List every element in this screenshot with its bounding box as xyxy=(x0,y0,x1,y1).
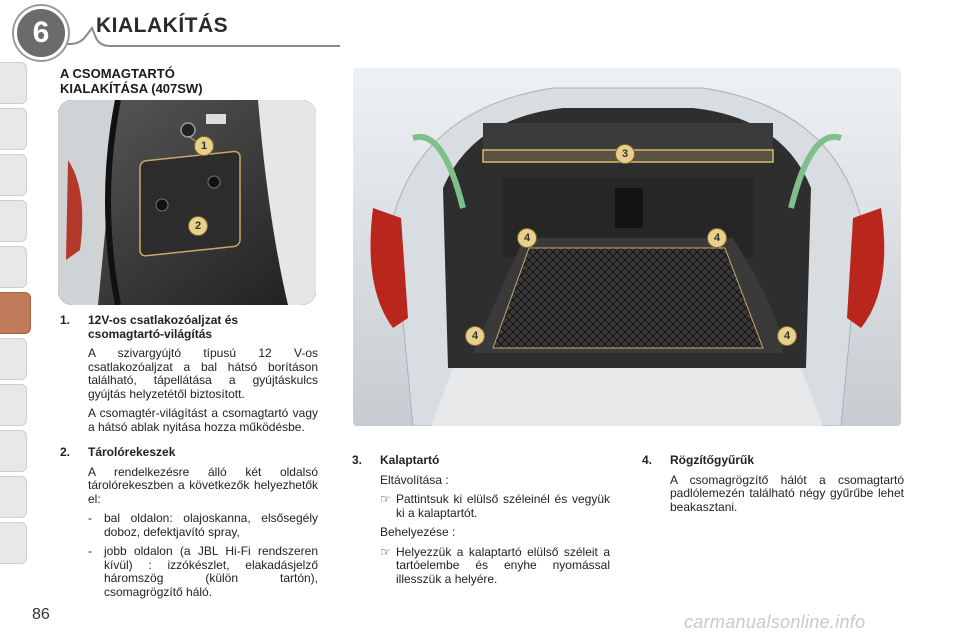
callout-4: 4 xyxy=(465,326,485,346)
item-3 xyxy=(352,454,610,586)
chapter-tab[interactable] xyxy=(0,384,27,426)
list-item: - jobb oldalon (a JBL Hi-Fi rendszeren kívül) : izzókészlet, elakadásjelző háromszög (külön tartón), csomagrögzítő háló. xyxy=(88,544,318,599)
item-title: 12V-os csatlakozóaljzat és xyxy=(88,313,239,327)
chapter-tab[interactable] xyxy=(0,430,27,472)
chapter-tab[interactable] xyxy=(0,246,27,288)
item-title: Kalaptartó xyxy=(380,453,440,467)
chapter-number-badge: 6 xyxy=(14,6,68,60)
open-trunk-photo xyxy=(353,68,901,426)
chapter-tab[interactable] xyxy=(0,154,27,196)
callout-1: 1 xyxy=(194,136,214,156)
chapter-tab[interactable] xyxy=(0,108,27,150)
watermark: carmanualsonline.info xyxy=(684,612,866,632)
callout-4: 4 xyxy=(707,228,727,248)
item-paragraph: A csomagrögzítő hálót a csomagtartó padlólemezén található négy gyűrűbe lehet beakasztani. xyxy=(670,472,904,514)
item-number: 3. xyxy=(352,453,363,467)
chapter-tab[interactable] xyxy=(0,338,27,380)
pointing-hand-icon: ☞ xyxy=(380,544,391,559)
list-item: - bal oldalon: olajoskanna, elsősegély doboz, defektjavító spray, xyxy=(88,511,318,539)
item-title: Tárolórekeszek xyxy=(88,445,176,459)
item-2 xyxy=(60,446,318,599)
item-label: Eltávolítása : xyxy=(380,472,449,487)
item-label: Behelyezése : xyxy=(380,525,456,539)
chapter-tab[interactable] xyxy=(0,522,27,564)
page-number: 86 xyxy=(32,606,50,623)
callout-4: 4 xyxy=(517,228,537,248)
list-item: ☞ Pattintsuk ki elülső széleinél és vegyük ki a kalaptartót. xyxy=(380,492,610,520)
chapter-tab-active[interactable] xyxy=(0,292,31,334)
item-paragraph: A rendelkezésre álló két oldalsó tárolórekeszben a következők helyezhetők el: xyxy=(88,464,318,506)
item-4 xyxy=(642,454,904,514)
chapter-tab[interactable] xyxy=(0,62,27,104)
chapter-title: KIALAKÍTÁS xyxy=(96,14,229,37)
trunk-side-photo xyxy=(58,100,316,305)
callout-3: 3 xyxy=(615,144,635,164)
pointing-hand-icon: ☞ xyxy=(380,492,391,506)
column-right xyxy=(642,454,904,514)
item-paragraph: A csomagtér-világítást a csomagtartó vagy a hátsó ablak nyitása hozza működésbe. xyxy=(88,406,318,434)
callout-4: 4 xyxy=(777,326,797,346)
section-title: A CSOMAGTARTÓ KIALAKÍTÁSA (407SW) xyxy=(60,66,203,96)
chapter-tab[interactable] xyxy=(0,200,27,242)
item-title: Rögzítőgyűrűk xyxy=(670,453,754,467)
chapter-tab[interactable] xyxy=(0,476,27,518)
item-1: 1. 12V-os csatlakozóaljzat és csomagtartó-világítás A szivargyújtó típusú 12 V-os csatlakozóaljzat a bal hátsó borításon található, tápellátása a gyújtáskulcs gyújtás helyzetétől biztosított. A csomagtér-világítást a csomagtartó vagy a hátsó ablak nyitása hozza működésbe. xyxy=(60,313,318,434)
item-number: 1. xyxy=(60,313,71,327)
column-left xyxy=(60,314,318,599)
callout-2: 2 xyxy=(188,216,208,236)
list-item: ☞ Helyezzük a kalaptartó elülső széleit a tartóelembe és enyhe nyomással illesszük a helyére. xyxy=(380,544,610,586)
item-paragraph: A szivargyújtó típusú 12 V-os csatlakozóaljzat a bal hátsó borításon található, tápellátása a gyújtáskulcs gyújtás helyzetétől biztosított. xyxy=(88,346,318,401)
item-number: 4. xyxy=(642,453,653,467)
chapter-header xyxy=(0,0,960,52)
column-middle xyxy=(352,454,610,586)
item-number: 2. xyxy=(60,445,71,459)
chapter-tabs xyxy=(0,62,30,582)
